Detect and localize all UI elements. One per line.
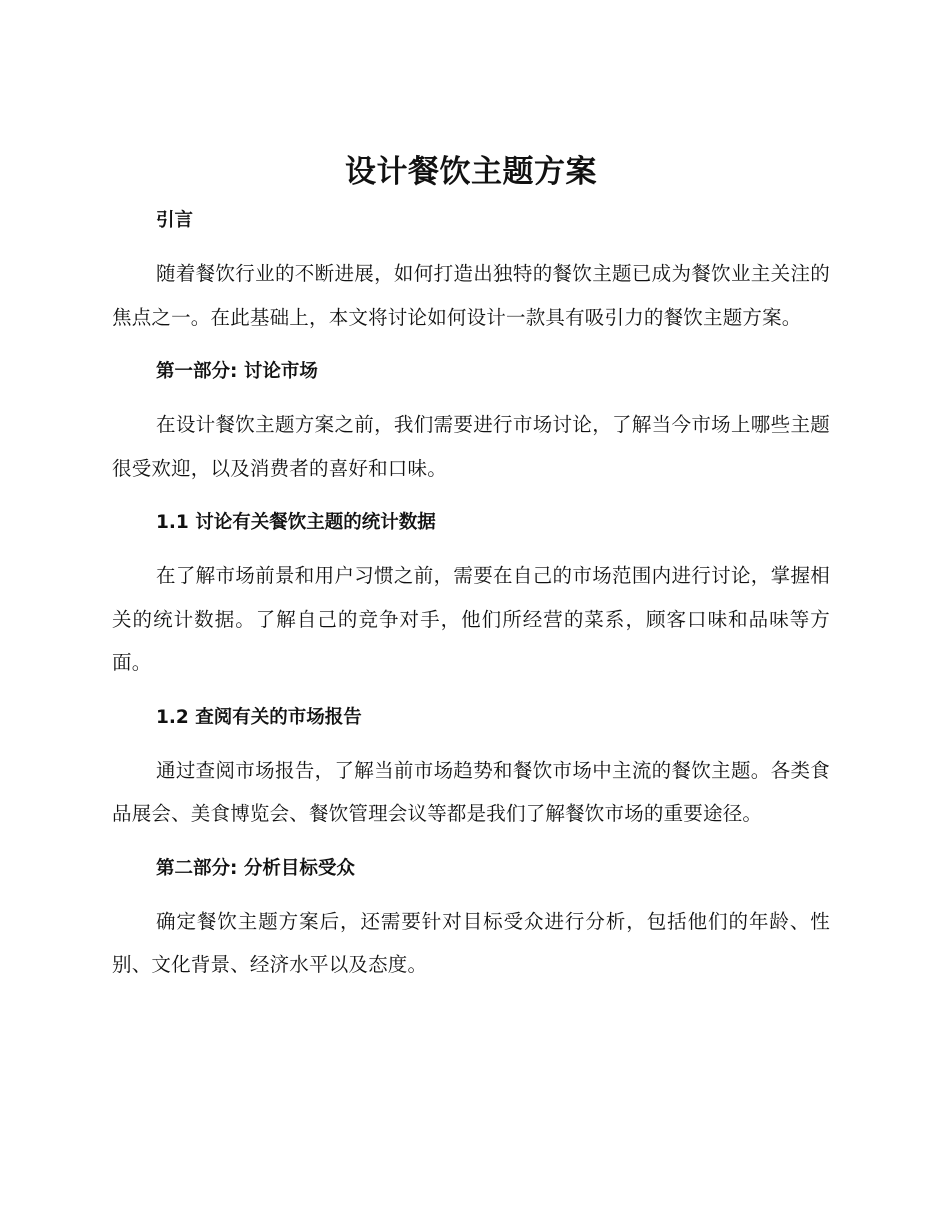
section-paragraph-1-2: 通过查阅市场报告，了解当前市场趋势和餐饮市场中主流的餐饮主题。各类食品展会、美食博览会、餐饮管理会议等都是我们了解餐饮市场的重要途径。	[112, 758, 830, 825]
section-paragraph-part1: 在设计餐饮主题方案之前，我们需要进行市场讨论，了解当今市场上哪些主题很受欢迎，以及消费者的喜好和口味。	[112, 413, 830, 480]
section-paragraph-1-1: 在了解市场前景和用户习惯之前，需要在自己的市场范围内进行讨论，掌握相关的统计数据。了解自己的竞争对手，他们所经营的菜系，顾客口味和品味等方面。	[112, 564, 830, 674]
document-title: 设计餐饮主题方案	[345, 154, 597, 190]
section-heading-part1: 第一部分: 讨论市场	[156, 361, 318, 382]
section-paragraph-part2: 确定餐饮主题方案后，还需要针对目标受众进行分析，包括他们的年龄、性别、文化背景、经济水平以及态度。	[112, 909, 830, 976]
section-paragraph-intro: 随着餐饮行业的不断进展，如何打造出独特的餐饮主题已成为餐饮业主关注的焦点之一。在此基础上，本文将讨论如何设计一款具有吸引力的餐饮主题方案。	[112, 262, 830, 329]
section-heading-part2: 第二部分: 分析目标受众	[156, 857, 355, 879]
section-heading-1-2: 1.2 查阅有关的市场报告	[156, 706, 362, 728]
section-heading-intro: 引言	[156, 210, 194, 231]
section-heading-1-1: 1.1 讨论有关餐饮主题的统计数据	[156, 512, 436, 533]
document-page	[112, 146, 830, 987]
